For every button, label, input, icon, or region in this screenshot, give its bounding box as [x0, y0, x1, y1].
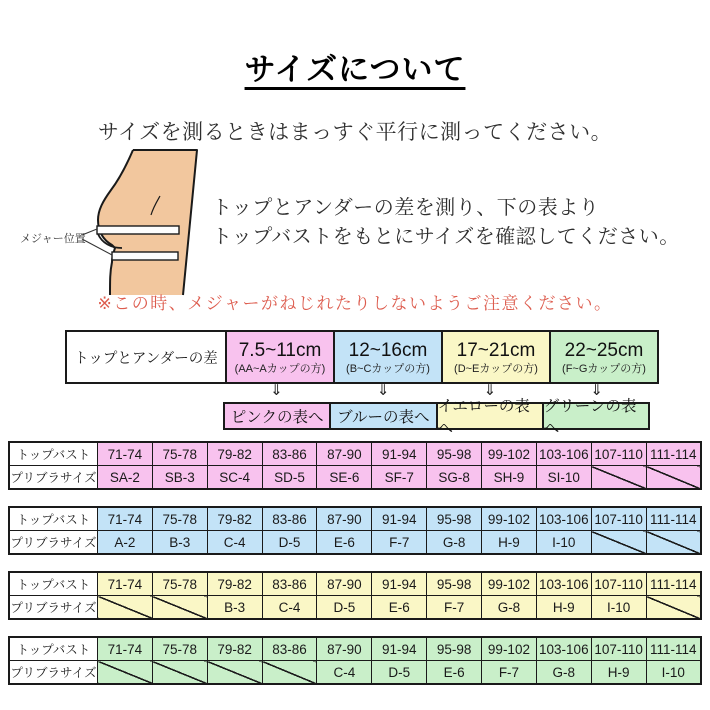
row-label-size: プリブラサイズ [9, 531, 98, 555]
top-bust-cell: 87-90 [317, 507, 372, 531]
size-cell: G-8 [536, 661, 591, 685]
diff-instruction [212, 194, 680, 252]
size-cell: D-5 [372, 661, 427, 685]
diff-instruction-line2: トップバストをもとにサイズを確認してください。 [212, 226, 680, 248]
top-bust-cell: 71-74 [98, 507, 153, 531]
size-cell: G-8 [482, 596, 537, 620]
size-cell: F-7 [372, 531, 427, 555]
link-pink-table: ピンクの表へ [223, 402, 331, 430]
diff-range: 17~21cm [456, 340, 536, 361]
link-green-table: グリーンの表へ [542, 402, 650, 430]
tape-position-label: メジャー位置 [20, 233, 86, 245]
top-bust-cell: 83-86 [262, 637, 317, 661]
down-arrow-icon: ⇓ [590, 382, 603, 399]
top-bust-cell: 107-110 [591, 637, 646, 661]
row-label-size: プリブラサイズ [9, 661, 98, 685]
size-cell [646, 596, 701, 620]
cup-difference-row [66, 331, 658, 383]
top-bust-cell: 107-110 [591, 507, 646, 531]
top-bust-cell: 103-106 [536, 507, 591, 531]
size-table-blue [8, 506, 702, 555]
size-cell: B-3 [152, 531, 207, 555]
diff-range: 22~25cm [564, 340, 644, 361]
size-cell: F-7 [482, 661, 537, 685]
top-bust-cell: 107-110 [591, 572, 646, 596]
top-bust-cell: 103-106 [536, 442, 591, 466]
top-bust-cell: 83-86 [262, 507, 317, 531]
size-cell [207, 661, 262, 685]
size-row [9, 466, 701, 490]
top-bust-cell: 75-78 [152, 442, 207, 466]
size-cell: SE-6 [317, 466, 372, 490]
top-bust-cell: 99-102 [482, 637, 537, 661]
color-links-row [223, 398, 650, 437]
size-cell [152, 661, 207, 685]
top-bust-cell: 91-94 [372, 507, 427, 531]
size-cell: H-9 [591, 661, 646, 685]
top-bust-cell: 95-98 [427, 507, 482, 531]
size-cell: SD-5 [262, 466, 317, 490]
diff-instruction-line1: トップとアンダーの差を測り、下の表より [212, 197, 600, 219]
top-bust-cell: 103-106 [536, 637, 591, 661]
diff-range: 12~16cm [348, 340, 428, 361]
size-row [9, 531, 701, 555]
size-cell: C-4 [317, 661, 372, 685]
top-bust-cell: 71-74 [98, 637, 153, 661]
diff-range: 7.5~11cm [238, 340, 322, 361]
size-table-pink [8, 441, 702, 490]
top-bust-cell: 83-86 [262, 442, 317, 466]
size-cell: B-3 [207, 596, 262, 620]
top-bust-cell: 91-94 [372, 442, 427, 466]
size-table-yellow [8, 571, 702, 620]
diff-cell-blue [334, 331, 442, 383]
top-bust-cell: 111-114 [646, 442, 701, 466]
down-arrow-icon: ⇓ [376, 382, 390, 399]
size-cell: A-2 [98, 531, 153, 555]
diff-cell-green [550, 331, 658, 383]
top-bust-cell: 75-78 [152, 572, 207, 596]
size-cell [646, 466, 701, 490]
top-bust-cell: 99-102 [482, 442, 537, 466]
down-arrow-icon: ⇓ [270, 382, 283, 399]
top-bust-cell: 75-78 [152, 507, 207, 531]
measure-note: サイズを測るときはまっすぐ平行に測ってください。 [97, 121, 613, 144]
size-cell [152, 596, 207, 620]
size-cell: SI-10 [536, 466, 591, 490]
top-bust-cell: 107-110 [591, 442, 646, 466]
row-label-top-bust: トップバスト [9, 637, 98, 661]
size-row [9, 661, 701, 685]
top-bust-cell: 79-82 [207, 572, 262, 596]
size-cell [591, 531, 646, 555]
down-arrow-icon: ⇓ [483, 382, 497, 399]
size-cell [98, 596, 153, 620]
size-cell: I-10 [591, 596, 646, 620]
size-cell [98, 661, 153, 685]
size-cell: D-5 [262, 531, 317, 555]
size-row [9, 596, 701, 620]
size-cell: SB-3 [152, 466, 207, 490]
link-yellow-table: イエローの表へ [436, 402, 544, 430]
size-cell: SC-4 [207, 466, 262, 490]
top-bust-cell: 95-98 [427, 442, 482, 466]
size-cell: I-10 [536, 531, 591, 555]
size-cell: G-8 [427, 531, 482, 555]
top-bust-row [9, 507, 701, 531]
link-blue-table: ブルーの表へ [329, 402, 437, 430]
top-bust-cell: 99-102 [482, 572, 537, 596]
top-bust-cell: 91-94 [372, 572, 427, 596]
top-bust-row [9, 442, 701, 466]
caution-note: ※この時、メジャーがねじれたりしないようご注意ください。 [97, 294, 613, 313]
size-cell: H-9 [536, 596, 591, 620]
size-cell: SH-9 [482, 466, 537, 490]
size-cell: SA-2 [98, 466, 153, 490]
top-bust-cell: 111-114 [646, 572, 701, 596]
size-cell [591, 466, 646, 490]
size-cell: SF-7 [372, 466, 427, 490]
top-bust-cell: 79-82 [207, 507, 262, 531]
row-label-size: プリブラサイズ [9, 466, 98, 490]
top-bust-cell: 79-82 [207, 442, 262, 466]
torso-illustration [8, 148, 218, 296]
diff-cup: (D~Eカップの方) [454, 363, 538, 375]
top-bust-cell: 71-74 [98, 572, 153, 596]
size-cell: E-6 [372, 596, 427, 620]
row-label-size: プリブラサイズ [9, 596, 98, 620]
cup-difference-table [65, 330, 659, 384]
size-cell: D-5 [317, 596, 372, 620]
row-label-top-bust: トップバスト [9, 507, 98, 531]
torso-body [98, 150, 197, 295]
top-bust-cell: 87-90 [317, 637, 372, 661]
top-bust-cell: 95-98 [427, 572, 482, 596]
size-cell: I-10 [646, 661, 701, 685]
size-cell: E-6 [427, 661, 482, 685]
top-bust-cell: 111-114 [646, 507, 701, 531]
top-bust-cell: 87-90 [317, 572, 372, 596]
size-cell: H-9 [482, 531, 537, 555]
size-cell [646, 531, 701, 555]
page-title: サイズについて [244, 52, 466, 87]
size-cell: C-4 [207, 531, 262, 555]
top-bust-row [9, 572, 701, 596]
diff-cup: (B~Cカップの方) [346, 363, 430, 375]
top-bust-cell: 79-82 [207, 637, 262, 661]
tape-under-bust [112, 252, 178, 260]
top-bust-cell: 71-74 [98, 442, 153, 466]
size-cell: SG-8 [427, 466, 482, 490]
top-bust-cell: 95-98 [427, 637, 482, 661]
top-bust-cell: 87-90 [317, 442, 372, 466]
top-bust-cell: 75-78 [152, 637, 207, 661]
size-cell: C-4 [262, 596, 317, 620]
size-table-green [8, 636, 702, 685]
top-bust-cell: 83-86 [262, 572, 317, 596]
diff-cup: (F~Gカップの方) [562, 363, 646, 375]
diff-cell-pink [226, 331, 334, 383]
diff-header-cell: トップとアンダーの差 [66, 331, 226, 383]
size-cell: F-7 [427, 596, 482, 620]
diff-cell-yellow [442, 331, 550, 383]
top-bust-cell: 91-94 [372, 637, 427, 661]
size-cell [262, 661, 317, 685]
top-bust-cell: 103-106 [536, 572, 591, 596]
tape-top-bust [97, 226, 179, 234]
top-bust-cell: 111-114 [646, 637, 701, 661]
top-bust-cell: 99-102 [482, 507, 537, 531]
row-label-top-bust: トップバスト [9, 442, 98, 466]
diff-cup: (AA~Aカップの方) [234, 363, 326, 375]
size-cell: E-6 [317, 531, 372, 555]
top-bust-row [9, 637, 701, 661]
row-label-top-bust: トップバスト [9, 572, 98, 596]
measurement-figure [8, 148, 218, 296]
